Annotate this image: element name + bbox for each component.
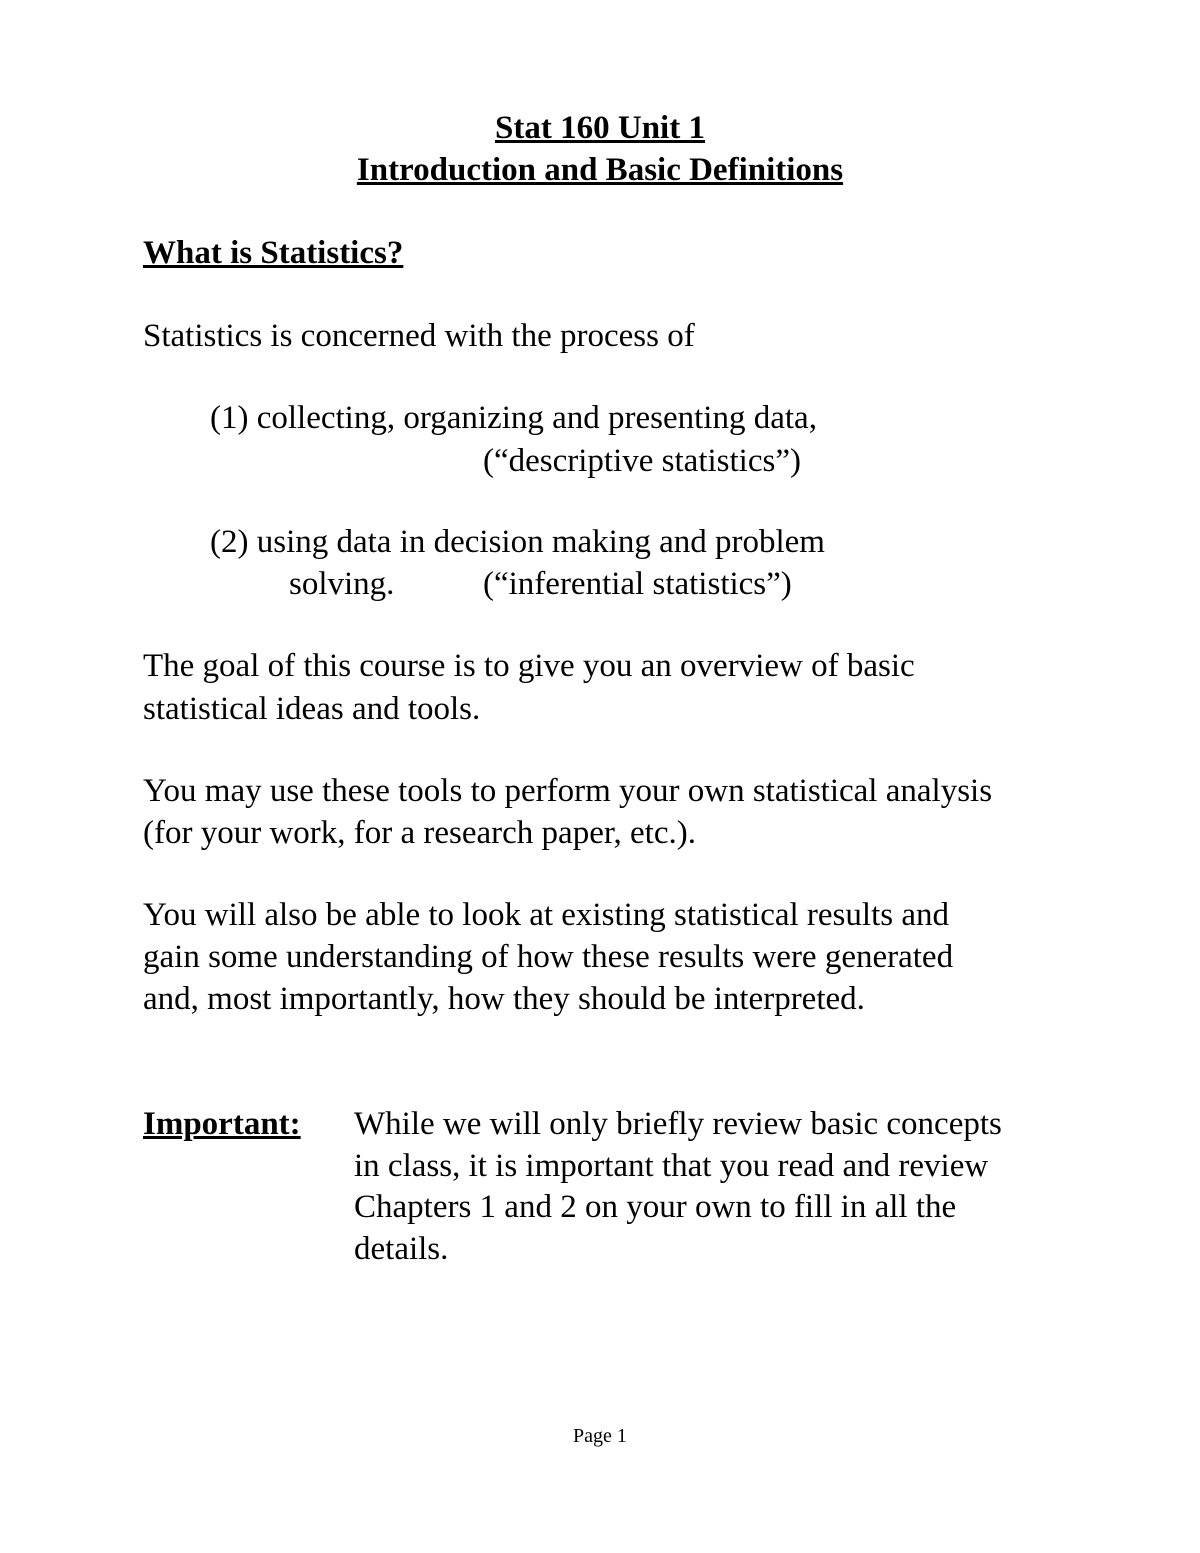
document-title-line1: Stat 160 Unit 1 xyxy=(495,110,705,146)
page-number: Page 1 xyxy=(573,1425,627,1447)
use-paragraph-line1: You may use these tools to perform your own statistical analysis xyxy=(143,773,993,809)
also-paragraph-line2: gain some understanding of how these results were generated xyxy=(143,939,954,975)
important-label: Important: xyxy=(143,1106,301,1142)
use-paragraph-line2: (for your work, for a research paper, etc.). xyxy=(143,815,696,851)
section-heading: What is Statistics? xyxy=(143,235,404,271)
important-text-line2: in class, it is important that you read and review xyxy=(354,1148,989,1184)
list-item-2-line2a: solving. xyxy=(289,566,395,602)
also-paragraph-line1: You will also be able to look at existing statistical results and xyxy=(143,897,949,933)
goal-paragraph-line1: The goal of this course is to give you an overview of basic xyxy=(143,648,915,684)
important-text-line1: While we will only briefly review basic concepts xyxy=(354,1106,1002,1142)
also-paragraph-line3: and, most importantly, how they should be interpreted. xyxy=(143,981,865,1017)
document-title-line2: Introduction and Basic Definitions xyxy=(356,152,844,188)
list-item-1-line2: (“descriptive statistics”) xyxy=(483,443,801,479)
important-text-line4: details. xyxy=(354,1231,449,1267)
goal-paragraph-line2: statistical ideas and tools. xyxy=(143,691,481,727)
important-text-line3: Chapters 1 and 2 on your own to fill in all the xyxy=(354,1189,957,1225)
intro-text: Statistics is concerned with the process of xyxy=(143,318,695,354)
list-item-2-line2b: (“inferential statistics”) xyxy=(483,566,792,602)
list-item-1-line1: (1) collecting, organizing and presenting data, xyxy=(210,400,817,436)
list-item-2-line1: (2) using data in decision making and problem xyxy=(210,524,825,560)
